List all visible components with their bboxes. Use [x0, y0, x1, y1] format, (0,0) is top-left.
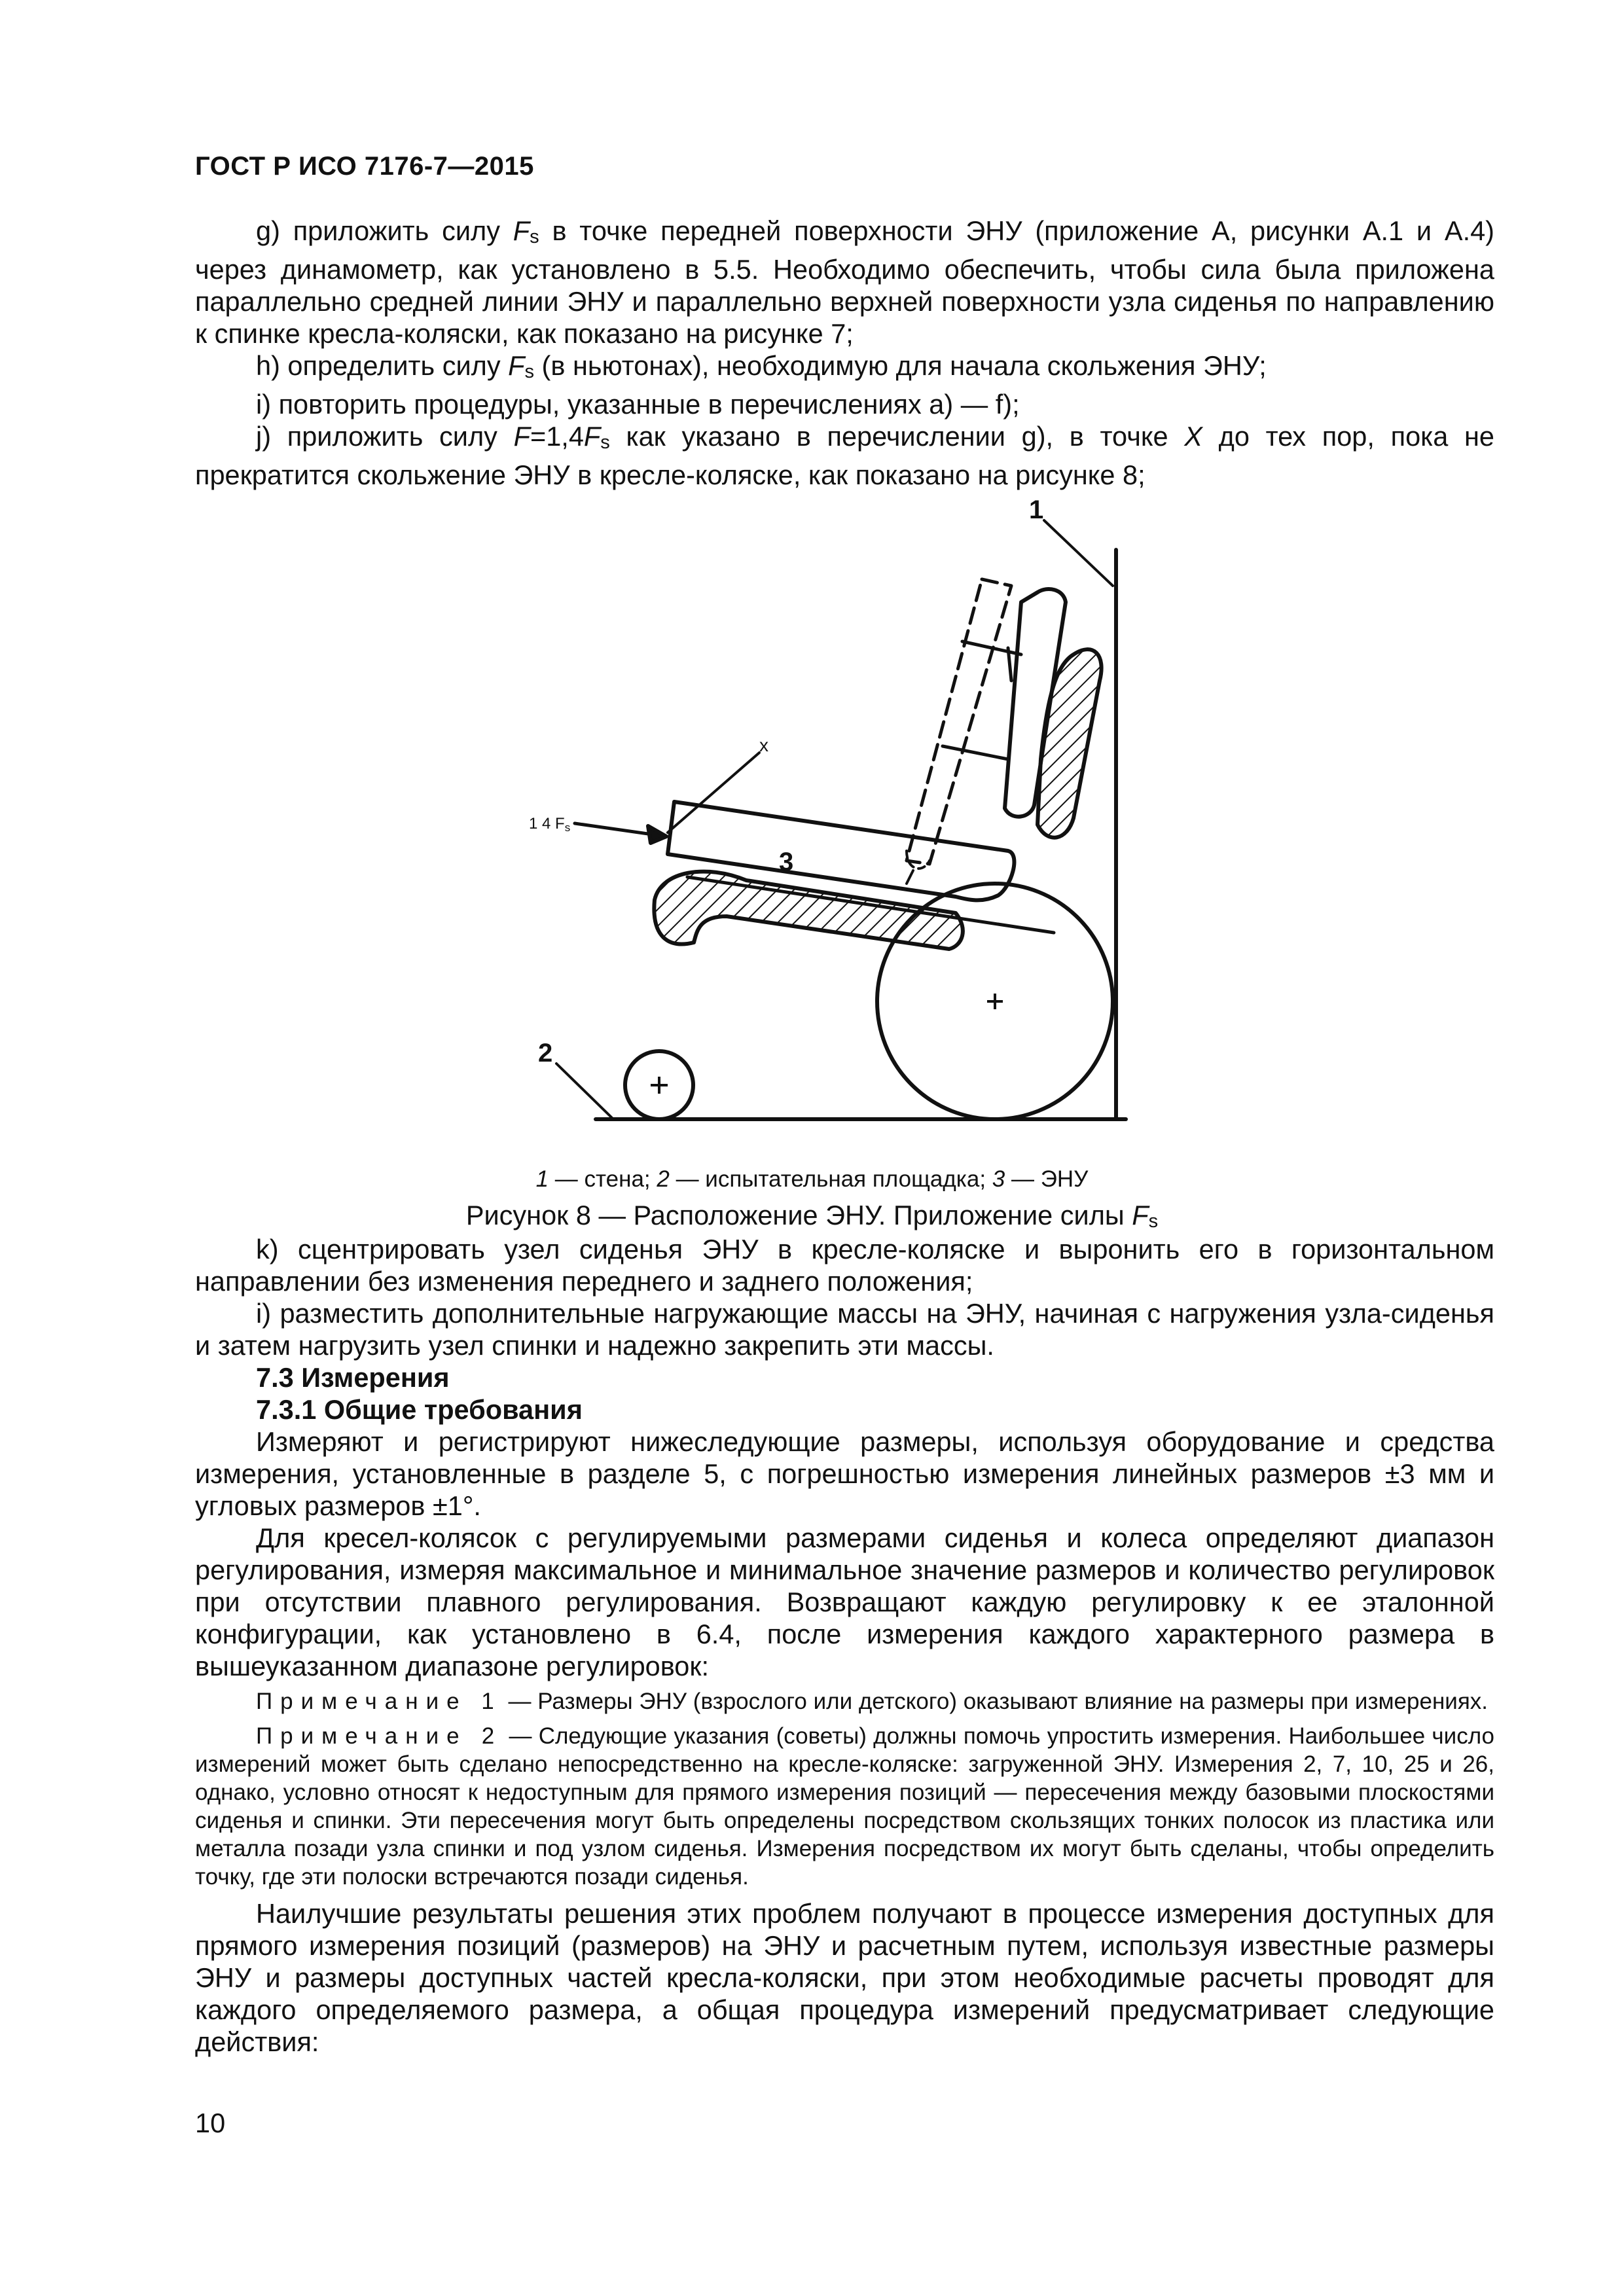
- label-x: x: [759, 735, 768, 755]
- label-3: 3: [779, 848, 794, 876]
- list-item-j: j) приложить силу $F=1,4F_s$ как указано в перечислении g), в точке X до тех пор, пока не прекратится скольжение ЭНУ в кресле-коляске, как показано на рисунке 8;: [195, 421, 1494, 490]
- paragraph-2: Для кресел-колясок с регулируемыми размерами сиденья и колеса определяют диапазон регулирования, измеряя максимальное и минимальное значение размеров и количество регулировок при отсутствии плавного регулирования. Возвращают каждую регулировку к ее эталонной конфигурации, как установлено в 6.4, после измерения каждого характерного размера в вышеуказанном диапазоне регулировок:: [195, 1522, 1494, 1681]
- list-item-h: h) определить силу $F_s$ (в ньютонах), необходимую для начала скольжения ЭНУ;: [256, 350, 1267, 382]
- list-item-k: k) сцентрировать узел сиденья ЭНУ в кресле-коляске и выронить его в горизонтальном направлении без изменения переднего и заднего положения;: [195, 1234, 1494, 1297]
- dummy-back: [907, 579, 1011, 864]
- label-2: 2: [538, 1039, 553, 1067]
- label-1: 1: [1029, 495, 1044, 524]
- list-item-g: g) приложить силу $F_s$ в точке передней поверхности ЭНУ (приложение А, рисунки А.1 и А.4) через динамометр, как установлено в 5.5. Необходимо обеспечить, чтобы сила была приложена параллельно средней линии ЭНУ и параллельно верхней поверхности узла сиденья по направлению к спинке кресла-коляски, как показано на рисунке 7;: [195, 215, 1494, 349]
- list-item-i: i) повторить процедуры, указанные в перечислениях а) — f);: [256, 389, 1020, 420]
- note-1: Примечание 1 — Размеры ЭНУ (взрослого или детского) оказывают влияние на размеры при измерениях.: [256, 1689, 1489, 1714]
- section-heading-7-3: 7.3 Измерения: [256, 1362, 450, 1393]
- note-2: Примечание 2 — Следующие указания (советы) должны помочь упростить измерения. Наибольшее число измерений может быть сделано непосредственно на кресле-коляске: загруженной ЭНУ. Измерения 2, 7, 10, 25 и 26, однако, условно относят к недоступным для прямого измерения позиций — пересечения между базовыми плоскостями сиденья и спинки. Эти пересечения могут быть определены посредством скользящих тонких полосок из пластика или металла позади узла спинки и под узлом сиденья. Измерения посредством их могут быть сделаны, чтобы определить точку, где эти полоски встречаются позади сиденья.: [195, 1723, 1494, 1890]
- list-item-l: i) разместить дополнительные нагружающие массы на ЭНУ, начиная с нагружения узла-сиденья и затем нагрузить узел спинки и надежно закрепить эти массы.: [195, 1298, 1494, 1361]
- page-number: 10: [195, 2108, 226, 2138]
- backrest-cushion: [1038, 649, 1102, 838]
- procedure-list-2: [195, 1233, 1494, 2058]
- paragraph-3: Наилучшие результаты решения этих проблем получают в процессе измерения доступных для прямого измерения позиций (размеров) на ЭНУ и расчетным путем, используя известные размеры ЭНУ и размеры доступных частей кресла-коляски, при этом необходимые расчеты проводят для каждого определяемого размера, а общая процедура измерений предусматривает следующие действия:: [195, 1898, 1494, 2057]
- figure-caption: Рисунок 8 — Расположение ЭНУ. Приложение силы $F_s$: [465, 1200, 1159, 1232]
- figure-legend: 1 — стена; 2 — испытательная площадка; 3 — ЭНУ: [535, 1166, 1089, 1192]
- section-heading-7-3-1: 7.3.1 Общие требования: [256, 1394, 583, 1425]
- force-label: 1 4 Fs: [529, 815, 571, 834]
- paragraph-1: Измеряют и регистрируют нижеследующие размеры, используя оборудование и средства измерения, установленные в разделе 5, с погрешностью измерения линейных размеров ±3 мм и угловых размеров ±1°.: [195, 1426, 1494, 1521]
- document-header: ГОСТ Р ИСО 7176-7—2015: [195, 152, 534, 181]
- seat-cushion: [654, 872, 963, 949]
